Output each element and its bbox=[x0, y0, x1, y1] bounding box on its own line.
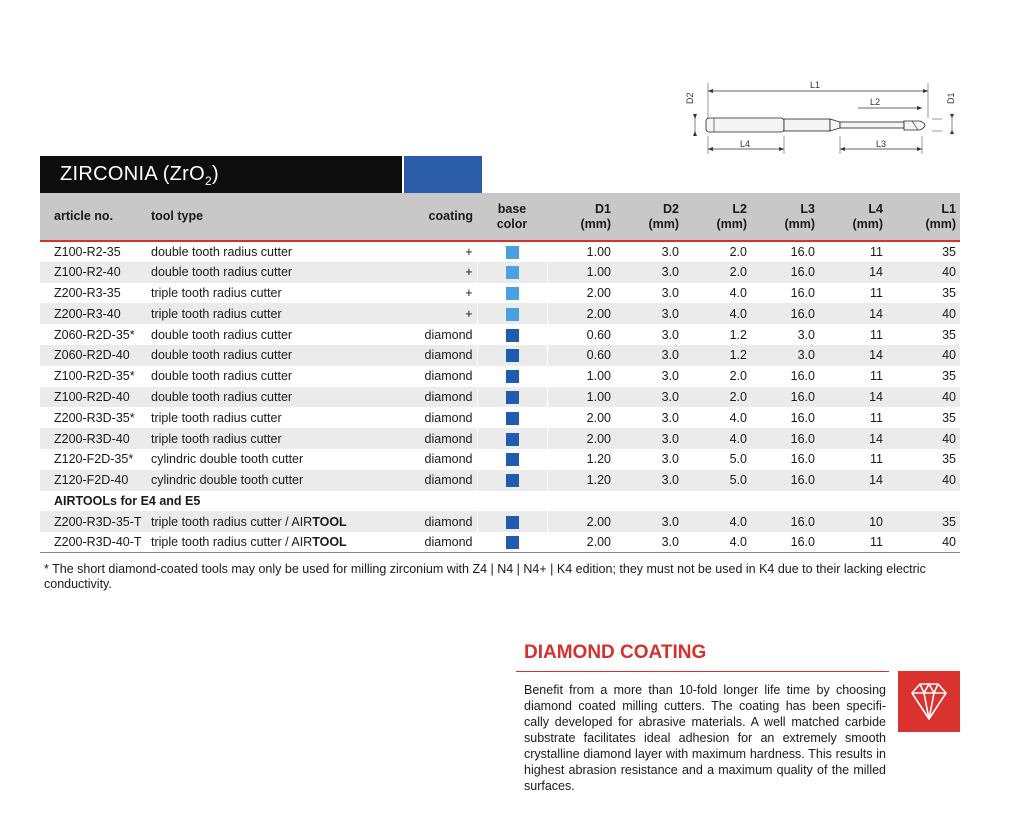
cell-base-color bbox=[477, 283, 547, 304]
cell-article: Z120-F2D-35* bbox=[54, 452, 134, 467]
product-table-wrapper bbox=[40, 193, 960, 553]
cell-l2: 1.2 bbox=[729, 348, 747, 363]
cell-l2: 5.0 bbox=[729, 452, 747, 467]
cell-l2: 4.0 bbox=[729, 514, 747, 529]
cell-coating: diamond bbox=[424, 327, 473, 342]
table-row bbox=[40, 407, 960, 428]
cell-d2: 3.0 bbox=[661, 244, 679, 259]
section-title-main: ZIRCONIA (ZrO bbox=[60, 163, 206, 185]
cell-d2: 3.0 bbox=[661, 473, 679, 488]
cell-l2: 4.0 bbox=[729, 410, 747, 425]
cell-l3: 16.0 bbox=[790, 389, 815, 404]
cell-article: Z200-R3D-35-T bbox=[54, 514, 142, 529]
cell-coating: diamond bbox=[424, 389, 473, 404]
label-l1: L1 bbox=[810, 80, 821, 90]
header-d1 bbox=[547, 193, 615, 241]
header-l1 bbox=[887, 193, 960, 241]
header-coating: coating bbox=[387, 193, 477, 241]
cell-base-color bbox=[477, 324, 547, 345]
cell-article: Z200-R3D-40 bbox=[54, 431, 130, 446]
cell-l3: 3.0 bbox=[797, 348, 815, 363]
table-row bbox=[40, 387, 960, 408]
cell-tool-type: triple tooth radius cutter bbox=[151, 306, 282, 321]
cell-l4: 14 bbox=[869, 306, 883, 321]
cell-l2: 4.0 bbox=[683, 532, 751, 553]
cell-d1: 2.00 bbox=[547, 407, 615, 428]
header-l3-label: L3 bbox=[800, 201, 815, 216]
cell-tool-type bbox=[147, 532, 387, 553]
color-swatch bbox=[506, 308, 519, 321]
cell-base-color bbox=[477, 511, 547, 532]
cell-l2: 4.0 bbox=[729, 306, 747, 321]
cell-l1: 40 bbox=[887, 532, 960, 553]
table-row bbox=[40, 366, 960, 387]
cell-d2: 3.0 bbox=[661, 514, 679, 529]
section-title-end: ) bbox=[212, 163, 219, 185]
cell-d2: 3.0 bbox=[661, 410, 679, 425]
cell-l3: 16.0 bbox=[790, 452, 815, 467]
cell-l2: 2.0 bbox=[729, 369, 747, 384]
cell-tool-type: double tooth radius cutter bbox=[151, 369, 293, 384]
coating-divider bbox=[516, 671, 889, 672]
table-row bbox=[40, 345, 960, 366]
header-tool-type: tool type bbox=[147, 193, 387, 241]
cell-l4: 11 bbox=[870, 327, 883, 342]
cell-coating: + bbox=[465, 244, 473, 259]
cell-l3: 16.0 bbox=[790, 473, 815, 488]
header-d1-label: D1 bbox=[595, 201, 611, 216]
cell-d1: 1.00 bbox=[547, 387, 615, 408]
header-l2 bbox=[683, 193, 751, 241]
cell-coating: diamond bbox=[424, 348, 473, 363]
table-row bbox=[40, 449, 960, 470]
cell-coating: diamond bbox=[424, 410, 473, 425]
color-swatch bbox=[506, 474, 519, 487]
header-l1-unit: (mm) bbox=[925, 216, 956, 231]
cell-l4: 14 bbox=[869, 473, 883, 488]
cell-d2: 3.0 bbox=[661, 306, 679, 321]
cell-d1: 0.60 bbox=[547, 324, 615, 345]
cell-l2: 4.0 bbox=[729, 285, 747, 300]
cell-d2: 3.0 bbox=[661, 389, 679, 404]
table-row bbox=[40, 241, 960, 262]
section-title-accent bbox=[404, 156, 482, 193]
tool-type-text: triple tooth radius cutter / AIR bbox=[151, 514, 313, 529]
cell-l1: 35 bbox=[942, 369, 956, 384]
table-body bbox=[40, 241, 960, 553]
color-swatch bbox=[506, 433, 519, 446]
cell-tool-type bbox=[147, 511, 387, 532]
cell-base-color bbox=[477, 387, 547, 408]
cell-d1: 2.00 bbox=[547, 511, 615, 532]
cell-article: Z200-R3D-35* bbox=[54, 410, 135, 425]
color-swatch bbox=[506, 516, 519, 529]
cell-d1: 1.00 bbox=[547, 366, 615, 387]
airtool-brand-text: TOOL bbox=[312, 514, 347, 529]
cell-tool-type: triple tooth radius cutter bbox=[151, 431, 282, 446]
section-title bbox=[60, 163, 219, 188]
color-swatch bbox=[506, 329, 519, 342]
cell-l1: 35 bbox=[942, 410, 956, 425]
cell-l3: 16.0 bbox=[790, 431, 815, 446]
table-row bbox=[40, 511, 960, 532]
header-d2-label: D2 bbox=[663, 201, 679, 216]
cell-d1: 2.00 bbox=[547, 532, 615, 553]
color-swatch bbox=[506, 287, 519, 300]
cell-d1: 1.00 bbox=[547, 262, 615, 283]
cell-d1: 2.00 bbox=[547, 283, 615, 304]
cell-base-color bbox=[477, 262, 547, 283]
cell-base-color bbox=[477, 428, 547, 449]
cell-l3: 16.0 bbox=[751, 532, 819, 553]
label-d2: D2 bbox=[685, 92, 695, 104]
header-l3 bbox=[751, 193, 819, 241]
header-d2 bbox=[615, 193, 683, 241]
cell-coating: diamond bbox=[424, 431, 473, 446]
cell-l2: 4.0 bbox=[729, 431, 747, 446]
cell-l1: 35 bbox=[942, 285, 956, 300]
cell-article: Z100-R2-40 bbox=[54, 265, 121, 280]
label-d1: D1 bbox=[946, 92, 956, 104]
cell-l3: 16.0 bbox=[790, 244, 815, 259]
cell-l3: 16.0 bbox=[790, 285, 815, 300]
cell-d2: 3.0 bbox=[661, 431, 679, 446]
cell-l3: 16.0 bbox=[790, 369, 815, 384]
cell-article: Z100-R2-35 bbox=[54, 244, 121, 259]
cell-d2: 3.0 bbox=[661, 285, 679, 300]
label-l3: L3 bbox=[876, 139, 887, 149]
cell-article: Z060-R2D-40 bbox=[54, 348, 130, 363]
cell-tool-type: double tooth radius cutter bbox=[151, 265, 293, 280]
cell-tool-type: cylindric double tooth cutter bbox=[151, 473, 304, 488]
cell-l1: 40 bbox=[942, 348, 956, 363]
cell-d2: 3.0 bbox=[661, 265, 679, 280]
cell-l1: 35 bbox=[942, 514, 956, 529]
header-l4-label: L4 bbox=[868, 201, 883, 216]
header-l2-label: L2 bbox=[732, 201, 747, 216]
cell-article: Z100-R2D-40 bbox=[54, 389, 130, 404]
cell-d1: 1.20 bbox=[547, 470, 615, 491]
cell-base-color bbox=[477, 470, 547, 491]
cell-coating: diamond bbox=[424, 473, 473, 488]
header-l1-label: L1 bbox=[941, 201, 956, 216]
cell-l4: 11 bbox=[870, 244, 883, 259]
table-row bbox=[40, 324, 960, 345]
cell-l2: 1.2 bbox=[729, 327, 747, 342]
cell-tool-type: double tooth radius cutter bbox=[151, 244, 293, 259]
cell-l4: 11 bbox=[870, 410, 883, 425]
cell-l4: 11 bbox=[870, 369, 883, 384]
cell-article: Z060-R2D-35* bbox=[54, 327, 135, 342]
table-row bbox=[40, 428, 960, 449]
cell-l1: 40 bbox=[942, 473, 956, 488]
table-row bbox=[40, 262, 960, 283]
cell-l1: 35 bbox=[942, 452, 956, 467]
footnote: * The short diamond-coated tools may only be used for milling zirconium with Z4 | N4 | N4+ | K4 edition; they must not be used in K4 due to their lacking electric conductivity. bbox=[44, 562, 926, 591]
cell-l3: 16.0 bbox=[790, 514, 815, 529]
color-swatch bbox=[506, 266, 519, 279]
cell-l3: 16.0 bbox=[790, 306, 815, 321]
table-group-row bbox=[40, 491, 960, 512]
cell-l4: 11 bbox=[870, 285, 883, 300]
color-swatch bbox=[506, 349, 519, 362]
coating-description: Benefit from a more than 10-fold longer life time by choosing diamond coated milling cutters. The coating has been specifi-cally developed for abrasive materials. A well matched carbide substrate facilitates ideal adhesion for an extremely smooth crystalline diamond layer with maximum hardness. This results in highest abrasion resistance and a maximum quality of the milled surfaces. bbox=[524, 683, 886, 793]
color-swatch bbox=[506, 536, 519, 549]
cell-base-color bbox=[477, 345, 547, 366]
cell-base-color bbox=[477, 532, 547, 553]
cell-base-color bbox=[477, 407, 547, 428]
cell-tool-type: triple tooth radius cutter bbox=[151, 285, 282, 300]
cell-coating: diamond bbox=[387, 532, 477, 553]
cell-base-color bbox=[477, 241, 547, 262]
tool-dimension-diagram bbox=[680, 78, 960, 158]
cell-d1: 2.00 bbox=[547, 303, 615, 324]
cell-l1: 35 bbox=[942, 244, 956, 259]
label-l2: L2 bbox=[870, 97, 881, 107]
cell-l3: 16.0 bbox=[790, 265, 815, 280]
cell-base-color bbox=[477, 303, 547, 324]
airtool-brand-text: TOOL bbox=[312, 535, 347, 550]
cell-d2: 3.0 bbox=[615, 532, 683, 553]
section-title-subscript: 2 bbox=[205, 174, 212, 188]
cell-l2: 2.0 bbox=[729, 244, 747, 259]
header-base-color: base color bbox=[477, 193, 547, 241]
cell-l4: 11 bbox=[870, 452, 883, 467]
cell-article: Z200-R3-40 bbox=[54, 306, 121, 321]
cell-base-color bbox=[477, 449, 547, 470]
cell-tool-type: double tooth radius cutter bbox=[151, 389, 293, 404]
header-d2-unit: (mm) bbox=[648, 216, 679, 231]
cell-coating: diamond bbox=[424, 452, 473, 467]
color-swatch bbox=[506, 246, 519, 259]
coating-icon-box bbox=[898, 671, 960, 732]
cell-l2: 5.0 bbox=[729, 473, 747, 488]
header-l4-unit: (mm) bbox=[852, 216, 883, 231]
cell-l4: 14 bbox=[869, 431, 883, 446]
group-label: AIRTOOLs for E4 and E5 bbox=[54, 493, 201, 508]
cell-d1: 1.00 bbox=[547, 241, 615, 262]
cell-l4: 11 bbox=[819, 532, 887, 553]
cell-l4: 14 bbox=[869, 265, 883, 280]
cell-d1: 0.60 bbox=[547, 345, 615, 366]
cell-l1: 40 bbox=[942, 389, 956, 404]
cell-l1: 40 bbox=[942, 306, 956, 321]
cell-l1: 40 bbox=[942, 431, 956, 446]
section-title-bar bbox=[40, 156, 402, 193]
cell-l2: 2.0 bbox=[729, 389, 747, 404]
header-l4 bbox=[819, 193, 887, 241]
diamond-icon bbox=[898, 671, 960, 732]
cell-d2: 3.0 bbox=[661, 452, 679, 467]
color-swatch bbox=[506, 370, 519, 383]
cell-coating: diamond bbox=[424, 369, 473, 384]
color-swatch bbox=[506, 391, 519, 404]
color-swatch bbox=[506, 412, 519, 425]
table-row bbox=[40, 532, 960, 553]
header-article: article no. bbox=[40, 193, 147, 241]
color-swatch bbox=[506, 453, 519, 466]
cell-tool-type: double tooth radius cutter bbox=[151, 348, 293, 363]
cell-base-color bbox=[477, 366, 547, 387]
cell-l3: 3.0 bbox=[797, 327, 815, 342]
cell-l1: 35 bbox=[942, 327, 956, 342]
cell-l3: 16.0 bbox=[790, 410, 815, 425]
cell-article: Z200-R3-35 bbox=[54, 285, 121, 300]
cell-coating: + bbox=[465, 265, 473, 280]
coating-title: DIAMOND COATING bbox=[524, 642, 707, 663]
cell-article: Z100-R2D-35* bbox=[54, 369, 135, 384]
table-row bbox=[40, 470, 960, 491]
cell-d1: 1.20 bbox=[547, 449, 615, 470]
cell-d1: 2.00 bbox=[547, 428, 615, 449]
table-header-row bbox=[40, 193, 960, 241]
cell-d2: 3.0 bbox=[661, 327, 679, 342]
cell-d2: 3.0 bbox=[661, 369, 679, 384]
cell-coating: diamond bbox=[424, 514, 473, 529]
table-row bbox=[40, 303, 960, 324]
cell-article: Z120-F2D-40 bbox=[54, 473, 129, 488]
cell-tool-type: double tooth radius cutter bbox=[151, 327, 293, 342]
cell-l4: 14 bbox=[869, 389, 883, 404]
cell-l1: 40 bbox=[942, 265, 956, 280]
product-table bbox=[40, 193, 960, 553]
header-l2-unit: (mm) bbox=[716, 216, 747, 231]
cell-l4: 14 bbox=[869, 348, 883, 363]
cell-l2: 2.0 bbox=[729, 265, 747, 280]
header-d1-unit: (mm) bbox=[580, 216, 611, 231]
cell-article: Z200-R3D-40-T bbox=[40, 532, 147, 553]
tool-type-text: triple tooth radius cutter / AIR bbox=[151, 535, 313, 550]
cell-l4: 10 bbox=[869, 514, 883, 529]
table-row bbox=[40, 283, 960, 304]
cell-tool-type: triple tooth radius cutter bbox=[151, 410, 282, 425]
cell-d2: 3.0 bbox=[661, 348, 679, 363]
cell-coating: + bbox=[465, 285, 473, 300]
cell-coating: + bbox=[465, 306, 473, 321]
header-l3-unit: (mm) bbox=[784, 216, 815, 231]
label-l4: L4 bbox=[740, 139, 751, 149]
cell-tool-type: cylindric double tooth cutter bbox=[151, 452, 304, 467]
